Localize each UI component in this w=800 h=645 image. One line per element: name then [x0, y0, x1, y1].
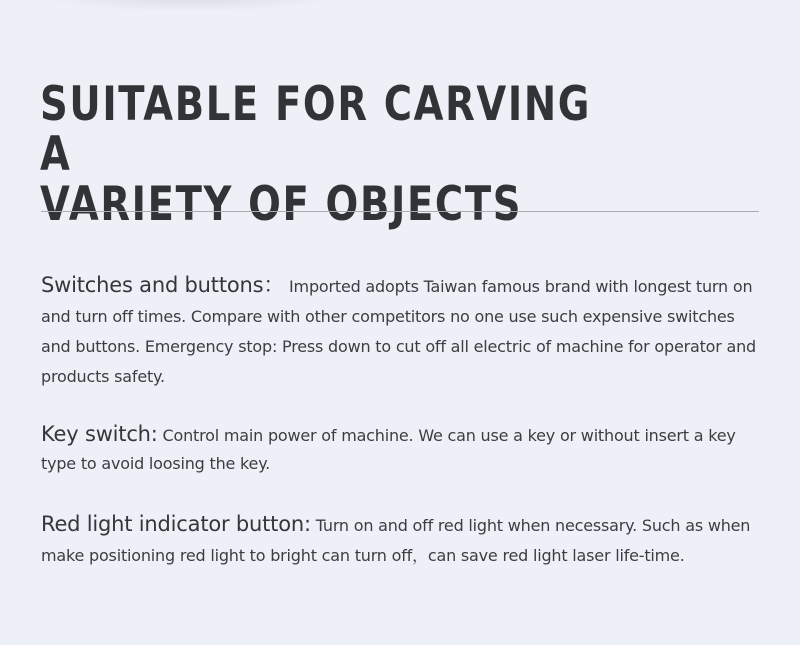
red-light-indicator-paragraph: [41, 509, 766, 571]
top-shadow-decoration: [40, 0, 340, 12]
red-light-indicator-text: Turn on and off red light when necessary. Such as when make positioning red light to bright can turn off，can save red light laser life-time.: [41, 516, 751, 565]
key-switch-label: Key switch:: [41, 422, 158, 446]
switches-and-buttons-label: Switches and buttons：: [41, 273, 285, 297]
title-divider: [41, 211, 759, 212]
page-title-line-1: SUITABLE FOR CARVING A: [40, 77, 592, 182]
switches-and-buttons-text: Imported adopts Taiwan famous brand with longest turn on and turn off times. Compare with other competitors no one use such expensive switches and buttons. Emergency stop: Press down to cut off all electric of machine for operator and products safety.: [41, 277, 756, 386]
switches-and-buttons-paragraph: [41, 270, 766, 392]
page-title-line-2: VARIETY OF OBJECTS: [40, 177, 523, 232]
page-title: [40, 77, 630, 232]
red-light-indicator-label: Red light indicator button:: [41, 512, 311, 536]
key-switch-paragraph: [41, 420, 766, 478]
key-switch-text: Control main power of machine. We can use a key or without insert a key type to avoid loosing the key.: [41, 426, 736, 473]
